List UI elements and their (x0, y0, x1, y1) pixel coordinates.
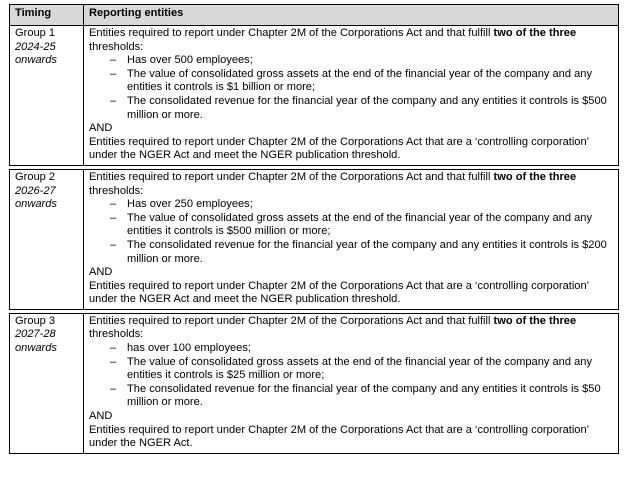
group-label: Group 3 (15, 314, 56, 327)
threshold-intro-bold: two of the three (493, 27, 577, 39)
group-period: 2027-28 (15, 328, 56, 341)
dash-bullet-icon: – (110, 355, 117, 368)
threshold-intro-end: thresholds: (89, 328, 144, 341)
list-item (106, 212, 614, 239)
timing-cell (10, 169, 84, 309)
threshold-intro-text: Entities required to report under Chapter 2M of the Corporations Act and that fulfill (89, 27, 491, 39)
dash-bullet-icon: – (110, 198, 117, 211)
threshold-intro (89, 171, 614, 198)
entities-cell (84, 169, 619, 309)
dash-bullet-icon: – (110, 342, 117, 355)
threshold-list (89, 198, 614, 266)
threshold-text: The value of consolidated gross assets at the end of the financial year of the company and any entities it controls is $500 million or more; (127, 211, 592, 238)
table-row (10, 26, 619, 166)
group-onwards: onwards (15, 198, 57, 211)
threshold-text: The consolidated revenue for the financial year of the company and any entities it controls is $50 million or more. (127, 382, 601, 409)
entities-cell (84, 313, 619, 453)
list-item (106, 54, 614, 68)
dash-bullet-icon: – (110, 211, 117, 224)
nger-criteria: Entities required to report under Chapter 2M of the Corporations Act that are a ‘controlling corporation’ under the NGER Act. (89, 423, 589, 450)
group-label: Group 2 (15, 170, 56, 183)
threshold-text: The consolidated revenue for the financial year of the company and any entities it controls is $500 million or more. (127, 94, 607, 121)
threshold-text: The consolidated revenue for the financial year of the company and any entities it controls is $200 million or more. (127, 238, 607, 265)
threshold-intro-bold: two of the three (493, 170, 577, 183)
threshold-text: The value of consolidated gross assets at the end of the financial year of the company and any entities it controls is $25 million or more; (127, 355, 592, 382)
and-connector: AND (89, 122, 113, 135)
dash-bullet-icon: – (110, 67, 117, 80)
threshold-list (89, 54, 614, 122)
threshold-text: has over 100 employees; (127, 342, 251, 355)
timing-cell (10, 313, 84, 453)
threshold-text: Has over 250 employees; (127, 198, 253, 211)
group-onwards: onwards (15, 54, 57, 67)
entities-cell (84, 26, 619, 166)
table-row (10, 313, 619, 453)
nger-criteria: Entities required to report under Chapter 2M of the Corporations Act that are a ‘controlling corporation’ under the NGER Act and meet the NGER publication threshold. (89, 135, 589, 162)
and-connector: AND (89, 266, 113, 279)
dash-bullet-icon: – (110, 382, 117, 395)
threshold-intro-text: Entities required to report under Chapter 2M of the Corporations Act and that fulfill (89, 314, 491, 327)
and-connector: AND (89, 410, 113, 423)
dash-bullet-icon: – (110, 54, 117, 67)
group-period: 2026-27 (15, 184, 56, 197)
list-item (106, 68, 614, 95)
group-onwards: onwards (15, 342, 57, 355)
list-item (106, 383, 614, 410)
threshold-intro-end: thresholds: (89, 184, 144, 197)
list-item (106, 239, 614, 266)
reporting-entities-header: Reporting entities (84, 5, 619, 26)
group-period: 2024-25 (15, 40, 56, 53)
list-item (106, 342, 614, 356)
dash-bullet-icon: – (110, 94, 117, 107)
timing-cell (10, 26, 84, 166)
threshold-intro-end: thresholds: (89, 40, 144, 53)
list-item (106, 356, 614, 383)
threshold-intro-text: Entities required to report under Chapter 2M of the Corporations Act and that fulfill (89, 170, 491, 183)
list-item (106, 198, 614, 212)
threshold-list (89, 342, 614, 410)
threshold-text: The value of consolidated gross assets at the end of the financial year of the company and any entities it controls is $1 billion or more; (127, 67, 592, 94)
reporting-entities-table (9, 4, 619, 454)
nger-criteria: Entities required to report under Chapter 2M of the Corporations Act that are a ‘controlling corporation’ under the NGER Act and meet the NGER publication threshold. (89, 279, 589, 306)
threshold-intro (89, 315, 614, 342)
table-header-row (10, 5, 619, 26)
group-label: Group 1 (15, 27, 56, 39)
threshold-text: Has over 500 employees; (127, 54, 253, 67)
threshold-intro-bold: two of the three (493, 314, 577, 327)
table-row (10, 169, 619, 309)
threshold-intro (89, 27, 614, 54)
timing-header: Timing (10, 5, 84, 26)
list-item (106, 95, 614, 122)
dash-bullet-icon: – (110, 238, 117, 251)
